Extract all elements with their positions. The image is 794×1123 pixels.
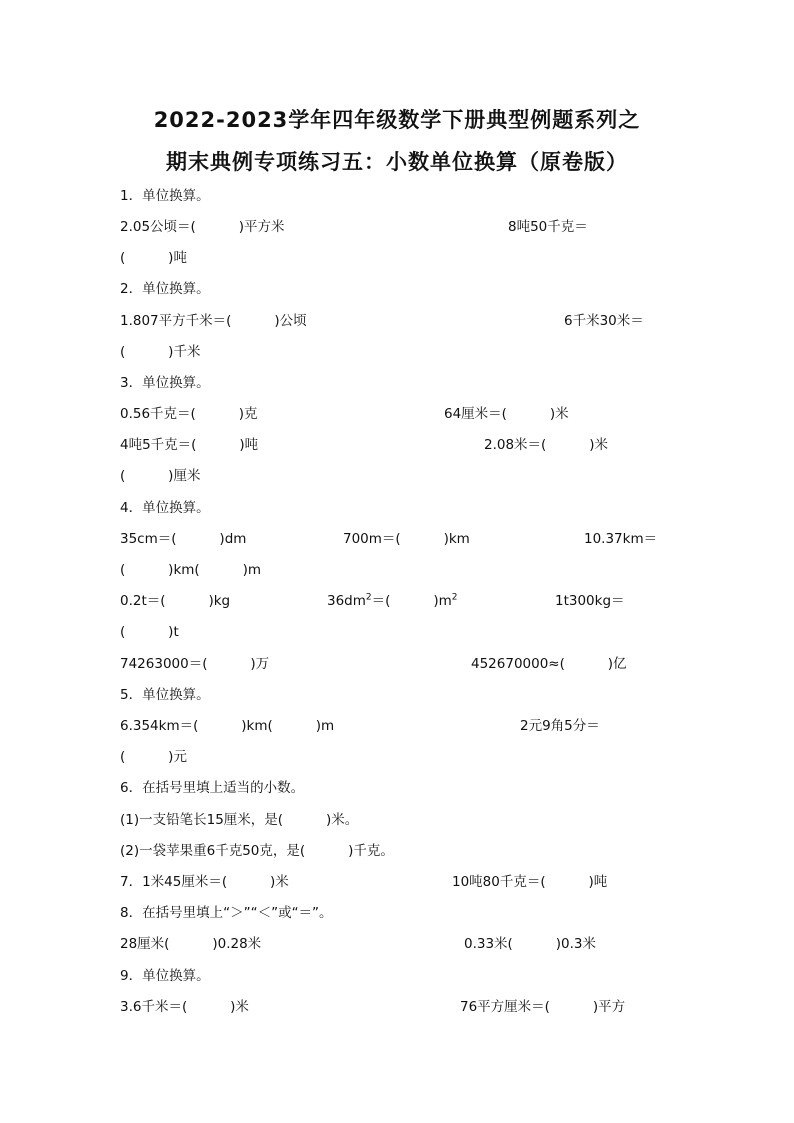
question-5-item-a: 6.354km＝( )km( )m bbox=[120, 718, 335, 734]
question-1-heading-text: 1．单位换算。 bbox=[120, 188, 210, 204]
question-8-row bbox=[0, 932, 794, 956]
question-4-row-5 bbox=[0, 652, 794, 676]
question-9-item-b: 76平方厘米＝( )平方 bbox=[460, 999, 626, 1015]
question-6-heading bbox=[0, 776, 794, 800]
question-3-row-2 bbox=[0, 433, 794, 457]
question-4-item-c: 10.37km＝ bbox=[584, 531, 658, 547]
question-6-item-b: (2)一袋苹果重6千克50克，是( )千克。 bbox=[120, 843, 394, 859]
question-6-item-a: (1)一支铅笔长15厘米，是( )米。 bbox=[120, 812, 359, 828]
question-4-item-j: 452670000≈( )亿 bbox=[471, 656, 627, 672]
question-4-heading bbox=[0, 496, 794, 520]
question-7-item-b: 10吨80千克＝( )吨 bbox=[452, 874, 608, 890]
question-2-item-a: 1.807平方千米＝( )公顷 bbox=[120, 313, 307, 329]
question-5-item-b: 2元9角5分＝ bbox=[520, 718, 600, 734]
question-6-row-2 bbox=[0, 839, 794, 863]
title-line-2: 期末典例专项练习五：小数单位换算（原卷版） bbox=[166, 150, 628, 174]
question-4-item-f-unit-exponent: 2 bbox=[451, 592, 458, 603]
question-2-row bbox=[0, 309, 794, 333]
question-2-item-b: 6千米30米＝ bbox=[564, 313, 644, 329]
question-4-row-3 bbox=[0, 589, 794, 613]
question-4-item-b: 700m＝( )km bbox=[343, 531, 470, 547]
question-5-row-2 bbox=[0, 745, 794, 769]
question-9-heading bbox=[0, 964, 794, 988]
question-8-item-b: 0.33米( )0.3米 bbox=[464, 936, 596, 952]
question-7-row bbox=[0, 870, 794, 894]
question-4-item-i: 74263000＝( )万 bbox=[120, 656, 270, 672]
question-1-item-c: ( )吨 bbox=[120, 250, 187, 266]
question-4-item-e: 0.2t＝( )kg bbox=[120, 593, 231, 609]
question-6-heading-text: 6．在括号里填上适当的小数。 bbox=[120, 780, 305, 796]
question-1-row-2 bbox=[0, 246, 794, 270]
question-2-item-c: ( )千米 bbox=[120, 344, 201, 360]
question-5-heading bbox=[0, 683, 794, 707]
question-3-item-d: 2.08米＝( )米 bbox=[484, 437, 609, 453]
question-4-row-2 bbox=[0, 558, 794, 582]
question-9-row bbox=[0, 995, 794, 1019]
question-3-item-a: 0.56千克＝( )克 bbox=[120, 406, 258, 422]
question-7-item-a: 7．1米45厘米＝( )米 bbox=[120, 874, 289, 890]
title-line-1: 2022-2023学年四年级数学下册典型例题系列之 bbox=[153, 108, 641, 132]
question-3-heading-text: 3．单位换算。 bbox=[120, 375, 210, 391]
question-1-heading bbox=[0, 184, 794, 208]
question-4-item-f-exponent: 2 bbox=[365, 592, 372, 603]
question-8-item-a: 28厘米( )0.28米 bbox=[120, 936, 262, 952]
question-9-item-a: 3.6千米＝( )米 bbox=[120, 999, 249, 1015]
question-2-heading-text: 2．单位换算。 bbox=[120, 281, 210, 297]
question-1-item-b: 8吨50千克＝ bbox=[508, 219, 588, 235]
question-2-row-2 bbox=[0, 340, 794, 364]
question-9-heading-text: 9．单位换算。 bbox=[120, 968, 210, 984]
question-3-item-e: ( )厘米 bbox=[120, 468, 201, 484]
question-3-item-c: 4吨5千克＝( )吨 bbox=[120, 437, 259, 453]
question-6-row bbox=[0, 808, 794, 832]
question-4-item-g: 1t300kg＝ bbox=[555, 593, 625, 609]
question-1-row bbox=[0, 215, 794, 239]
question-4-heading-text: 4．单位换算。 bbox=[120, 500, 210, 516]
question-3-item-b: 64厘米＝( )米 bbox=[444, 406, 569, 422]
question-4-item-d: ( )km( )m bbox=[120, 562, 262, 578]
question-3-row bbox=[0, 402, 794, 426]
question-8-heading-text: 8．在括号里填上“＞”“＜”或“＝”。 bbox=[120, 905, 333, 921]
question-4-item-f-base: 36dm bbox=[327, 593, 366, 609]
question-4-row-4 bbox=[0, 620, 794, 644]
question-8-heading bbox=[0, 901, 794, 925]
question-4-item-a: 35cm＝( )dm bbox=[120, 531, 247, 547]
question-4-item-f bbox=[327, 589, 457, 613]
question-2-heading bbox=[0, 277, 794, 301]
question-5-heading-text: 5．单位换算。 bbox=[120, 687, 210, 703]
question-5-item-c: ( )元 bbox=[120, 749, 187, 765]
question-1-item-a: 2.05公顷＝( )平方米 bbox=[120, 219, 285, 235]
question-4-item-h: ( )t bbox=[120, 624, 179, 640]
question-3-row-3 bbox=[0, 464, 794, 488]
question-5-row bbox=[0, 714, 794, 738]
question-3-heading bbox=[0, 371, 794, 395]
question-4-item-f-rest: ＝( )m bbox=[371, 593, 452, 609]
question-4-row bbox=[0, 527, 794, 551]
